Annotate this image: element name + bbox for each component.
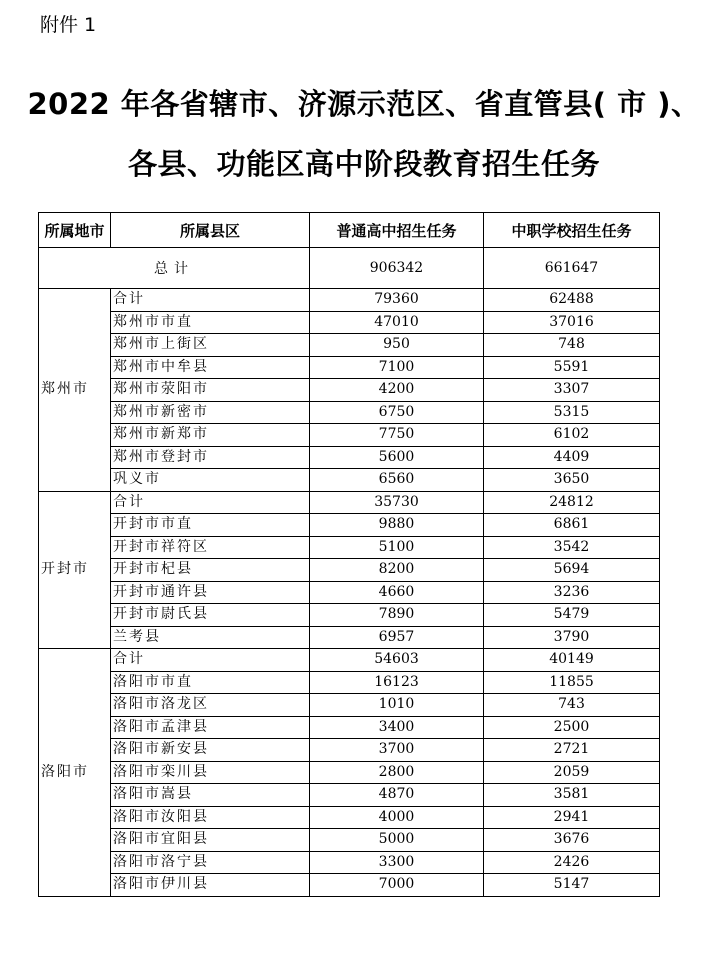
total-row <box>39 248 660 289</box>
table-row <box>39 671 660 694</box>
county-cell: 洛阳市嵩县 <box>111 784 310 807</box>
vocational-cell: 2721 <box>484 739 660 762</box>
attachment-label: 附件 1 <box>40 14 97 36</box>
header-vocational: 中职学校招生任务 <box>484 213 660 248</box>
county-cell: 洛阳市宜阳县 <box>111 829 310 852</box>
header-city: 所属地市 <box>39 213 111 248</box>
table-row <box>39 514 660 537</box>
county-cell: 洛阳市新安县 <box>111 739 310 762</box>
general-cell: 35730 <box>310 491 484 514</box>
county-cell: 洛阳市孟津县 <box>111 716 310 739</box>
county-cell: 开封市尉氏县 <box>111 604 310 627</box>
vocational-cell: 24812 <box>484 491 660 514</box>
general-cell: 4660 <box>310 581 484 604</box>
county-cell: 洛阳市伊川县 <box>111 874 310 897</box>
table-row <box>39 851 660 874</box>
county-cell: 开封市杞县 <box>111 559 310 582</box>
document-title-line-1: 2022 年各省辖市、济源示范区、省直管县( 市 )、 <box>27 87 701 121</box>
county-cell: 开封市通许县 <box>111 581 310 604</box>
county-cell: 郑州市新密市 <box>111 401 310 424</box>
vocational-cell: 5694 <box>484 559 660 582</box>
table-row <box>39 424 660 447</box>
general-cell: 6957 <box>310 626 484 649</box>
total-general: 906342 <box>310 248 484 289</box>
general-cell: 5000 <box>310 829 484 852</box>
vocational-cell: 3307 <box>484 379 660 402</box>
table-row <box>39 311 660 334</box>
general-cell: 8200 <box>310 559 484 582</box>
vocational-cell: 5479 <box>484 604 660 627</box>
table-row <box>39 649 660 672</box>
table-row <box>39 289 660 312</box>
table-row <box>39 829 660 852</box>
table-row <box>39 761 660 784</box>
general-cell: 3300 <box>310 851 484 874</box>
vocational-cell: 5147 <box>484 874 660 897</box>
table-row <box>39 604 660 627</box>
vocational-cell: 5591 <box>484 356 660 379</box>
general-cell: 4000 <box>310 806 484 829</box>
county-cell: 合计 <box>111 649 310 672</box>
table-row <box>39 581 660 604</box>
city-cell: 郑州市 <box>39 289 111 492</box>
table-row <box>39 491 660 514</box>
general-cell: 6560 <box>310 469 484 492</box>
general-cell: 1010 <box>310 694 484 717</box>
table-row <box>39 469 660 492</box>
table-row <box>39 334 660 357</box>
general-cell: 2800 <box>310 761 484 784</box>
county-cell: 合计 <box>111 289 310 312</box>
table-row <box>39 784 660 807</box>
table-row <box>39 874 660 897</box>
vocational-cell: 6861 <box>484 514 660 537</box>
vocational-cell: 2059 <box>484 761 660 784</box>
general-cell: 16123 <box>310 671 484 694</box>
general-cell: 5600 <box>310 446 484 469</box>
general-cell: 7000 <box>310 874 484 897</box>
general-cell: 79360 <box>310 289 484 312</box>
table-row <box>39 806 660 829</box>
table-row <box>39 536 660 559</box>
county-cell: 洛阳市洛宁县 <box>111 851 310 874</box>
table-row <box>39 446 660 469</box>
vocational-cell: 5315 <box>484 401 660 424</box>
general-cell: 4200 <box>310 379 484 402</box>
total-vocational: 661647 <box>484 248 660 289</box>
general-cell: 6750 <box>310 401 484 424</box>
general-cell: 54603 <box>310 649 484 672</box>
county-cell: 郑州市荥阳市 <box>111 379 310 402</box>
vocational-cell: 6102 <box>484 424 660 447</box>
vocational-cell: 748 <box>484 334 660 357</box>
vocational-cell: 3650 <box>484 469 660 492</box>
vocational-cell: 2941 <box>484 806 660 829</box>
table-row <box>39 379 660 402</box>
vocational-cell: 4409 <box>484 446 660 469</box>
county-cell: 郑州市登封市 <box>111 446 310 469</box>
county-cell: 洛阳市洛龙区 <box>111 694 310 717</box>
table-header-row <box>39 213 660 248</box>
general-cell: 7890 <box>310 604 484 627</box>
table-row <box>39 694 660 717</box>
general-cell: 7750 <box>310 424 484 447</box>
total-label: 总计 <box>39 248 310 289</box>
general-cell: 47010 <box>310 311 484 334</box>
county-cell: 合计 <box>111 491 310 514</box>
table-row <box>39 401 660 424</box>
vocational-cell: 743 <box>484 694 660 717</box>
table-row <box>39 559 660 582</box>
vocational-cell: 11855 <box>484 671 660 694</box>
vocational-cell: 3236 <box>484 581 660 604</box>
table-body <box>39 248 660 897</box>
vocational-cell: 3581 <box>484 784 660 807</box>
general-cell: 9880 <box>310 514 484 537</box>
vocational-cell: 40149 <box>484 649 660 672</box>
vocational-cell: 3542 <box>484 536 660 559</box>
general-cell: 4870 <box>310 784 484 807</box>
table-row <box>39 356 660 379</box>
table-row <box>39 626 660 649</box>
city-cell: 洛阳市 <box>39 649 111 897</box>
vocational-cell: 2426 <box>484 851 660 874</box>
enrollment-table <box>38 212 660 897</box>
county-cell: 洛阳市市直 <box>111 671 310 694</box>
county-cell: 洛阳市汝阳县 <box>111 806 310 829</box>
general-cell: 3400 <box>310 716 484 739</box>
city-cell: 开封市 <box>39 491 111 649</box>
county-cell: 郑州市中牟县 <box>111 356 310 379</box>
header-general: 普通高中招生任务 <box>310 213 484 248</box>
county-cell: 洛阳市栾川县 <box>111 761 310 784</box>
county-cell: 巩义市 <box>111 469 310 492</box>
document-title-line-2: 各县、功能区高中阶段教育招生任务 <box>127 147 600 181</box>
table-row <box>39 739 660 762</box>
county-cell: 郑州市市直 <box>111 311 310 334</box>
table-row <box>39 716 660 739</box>
header-county: 所属县区 <box>111 213 310 248</box>
county-cell: 郑州市上街区 <box>111 334 310 357</box>
vocational-cell: 2500 <box>484 716 660 739</box>
vocational-cell: 3790 <box>484 626 660 649</box>
vocational-cell: 3676 <box>484 829 660 852</box>
vocational-cell: 37016 <box>484 311 660 334</box>
vocational-cell: 62488 <box>484 289 660 312</box>
general-cell: 3700 <box>310 739 484 762</box>
county-cell: 郑州市新郑市 <box>111 424 310 447</box>
county-cell: 兰考县 <box>111 626 310 649</box>
county-cell: 开封市市直 <box>111 514 310 537</box>
general-cell: 7100 <box>310 356 484 379</box>
county-cell: 开封市祥符区 <box>111 536 310 559</box>
general-cell: 5100 <box>310 536 484 559</box>
general-cell: 950 <box>310 334 484 357</box>
